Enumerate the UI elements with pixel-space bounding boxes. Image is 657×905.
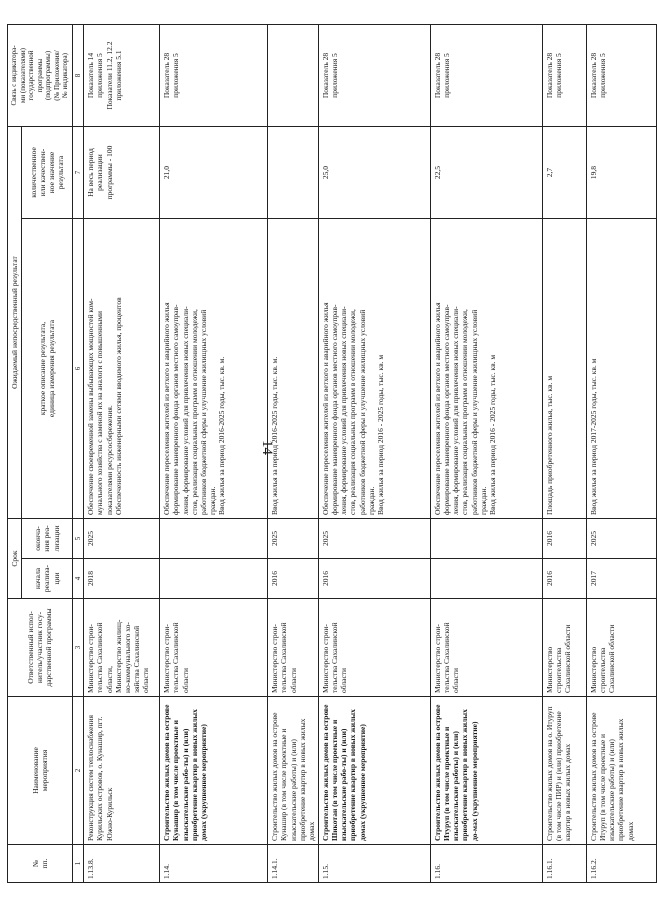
header-link: Связь с индикатора- ми (показателями) государственной программы (подпрограммы) (№ Приложения/ № индикатора)	[8, 25, 73, 127]
row-value: 19,8	[586, 127, 656, 219]
row-value: 25,0	[318, 127, 430, 219]
header-end: оконча- ния реа- лизации	[22, 519, 73, 559]
row-name: Реконструкция систем теплоснабжения Курильских островов, о. Кунашир, пгт. Южно-Курильск	[84, 697, 160, 845]
row-number: 1.16.2.	[586, 845, 656, 883]
row-number: 1.14.1.	[268, 845, 319, 883]
header-result: Ожидаемый непосредственный результат	[8, 127, 22, 519]
row-executor: Министерство строительства Сахалинской области	[586, 599, 656, 697]
col-number: 7	[72, 127, 84, 219]
header-desc: краткое описание результата, единица измерения результата	[22, 219, 73, 519]
row-description: Площадь приобретенного жилья, тыс. кв. м	[542, 219, 586, 519]
row-end: 2016	[542, 519, 586, 559]
col-number: 4	[72, 559, 84, 599]
row-link: Показатель 28 приложения 5	[318, 25, 430, 127]
col-number: 3	[72, 599, 84, 697]
header-term: Срок	[8, 519, 22, 599]
row-number: 1.13.8.	[84, 845, 160, 883]
col-number: 8	[72, 25, 84, 127]
row-name: Строительство жилых домов на о. Итуруп (в том числе ПИР) и (или) приобретение квартир в новых жилых домах	[542, 697, 586, 845]
row-name: Строительство жилых домов на острове Шикотан (в том числе проектные и изыскательские рабо-ты) и (или) приобретение квартир в новых жилых домах (укрупненное мероприятие)	[318, 697, 430, 845]
header-name: Наименование мероприятия	[8, 697, 73, 845]
row-end: 2025	[586, 519, 656, 559]
row-number: 1.14.	[160, 845, 268, 883]
row-end	[160, 519, 268, 559]
row-name: Строительство жилых домов на острове Итуруп (в том числе проектные и изыскательские работы) и (или) приобретение квартир в новых жилых до-мах (укрупненное мероприятие)	[430, 697, 542, 845]
header-value: количественное или качествен- ное значение результата	[22, 127, 73, 219]
table-row	[84, 25, 160, 883]
row-number: 1.15.	[318, 845, 430, 883]
row-number: 1.16.1.	[542, 845, 586, 883]
row-executor: Министерство строи- тельства Сахалинской области	[160, 599, 268, 697]
row-start: 2017	[586, 559, 656, 599]
row-value: 21,0	[160, 127, 268, 219]
row-start: 2016	[318, 559, 430, 599]
col-number: 6	[72, 219, 84, 519]
row-start: 2016	[268, 559, 319, 599]
table-row	[318, 25, 430, 883]
row-description: Обеспечение переселения жителей из ветхого и аварийного жилья формирование маневренного фонда органов местного самоуправ- ления, формирование условий для привлечения новых специали- стов, реализация социальных программ в отношении молодежи, работников бюджетной сферы и улучшение жилищных условий граждан. Ввод жилья за период 2016-2025 годы, тыс. кв. м.	[160, 219, 268, 519]
row-name: Строительство жилых домов на острове Итуруп (в том числе проектные и изыскательские работы) и (или) приобретение квартир в новых жилых домах	[586, 697, 656, 845]
row-link: Показатель 14 приложения 5 Показатели 11.2, 12.2 приложения 5.1	[84, 25, 160, 127]
row-end: 2025	[268, 519, 319, 559]
row-name: Строительство жилых домов на острове Кунашир (в том числе проектные и изыскательские работы) и (или) приобретение квартир в новых жилых домах	[268, 697, 319, 845]
row-end: 2025	[318, 519, 430, 559]
page-number: 14	[259, 440, 275, 455]
row-name: Строительство жилых домов на острове Кунашир (в том числе проектные и изыскательские рабо-ты) и (или) приобретение квартир в новых жилых домах (укрупненное мероприятие)	[160, 697, 268, 845]
row-link: Показатель 28 приложения 5	[160, 25, 268, 127]
row-start	[430, 559, 542, 599]
column-numbers-row	[72, 25, 84, 883]
table-row	[542, 25, 586, 883]
row-link: Показатель 28 приложения 5	[430, 25, 542, 127]
measures-table-container	[7, 25, 635, 883]
header-num: № пп.	[8, 845, 73, 883]
col-number: 1	[72, 845, 84, 883]
row-description: Ввод жилья за период 2016-2025 годы, тыс. кв. м.	[268, 219, 319, 519]
row-link	[268, 25, 319, 127]
row-start: 2016	[542, 559, 586, 599]
row-executor: Министерство строительства Сахалинской области	[542, 599, 586, 697]
row-description: Обеспечение своевременной замены выбывающих мощностей ком- мунального хозяйства с заменой их на аналоги с повышенными показателями ресурсосбережения. Обеспеченность инженерными сетями вводимого жилья, процентов	[84, 219, 160, 519]
row-executor: Министерство строи- тельства Сахалинской области	[268, 599, 319, 697]
table-row	[586, 25, 656, 883]
row-end	[430, 519, 542, 559]
row-link: Показатель 28 приложения 5	[586, 25, 656, 127]
row-description: Обеспечение переселения жителей из ветхого и аварийного жилья формирование маневренного фонда органов местного самоуправ- ления, формирование условий для привлечения новых специали- стов, реализация социальных программ в отношении молодежи, работников бюджетной сферы и улучшение жилищных условий граждан. Ввод жилья за период 2016 - 2025 годы, тыс. кв. м	[430, 219, 542, 519]
row-value: 22,5	[430, 127, 542, 219]
table-row	[430, 25, 542, 883]
col-number: 5	[72, 519, 84, 559]
row-value: На весь период реализации программы - 100	[84, 127, 160, 219]
row-executor: Министерство строи- тельства Сахалинской области	[318, 599, 430, 697]
col-number: 2	[72, 697, 84, 845]
row-end: 2025	[84, 519, 160, 559]
row-executor: Министерство строи- тельства Сахалинской области	[430, 599, 542, 697]
row-description: Ввод жилья за период 2017-2025 годы, тыс. кв. м	[586, 219, 656, 519]
measures-table	[7, 24, 657, 883]
table-row	[268, 25, 319, 883]
row-start	[160, 559, 268, 599]
header-start: начала реализа- ции	[22, 559, 73, 599]
row-number: 1.16.	[430, 845, 542, 883]
row-description: Обеспечение переселения жителей из ветхого и аварийного жилья формирование маневренного фонда органов местного самоуправ- ления, формирование условий для привлечения новых специали- стов, реализация социальных программ в отношении молодежи, работников бюджетной сферы и улучшение жилищных условий граждан. Ввод жилья за период 2016 - 2025 годы, тыс. кв. м	[318, 219, 430, 519]
row-value	[268, 127, 319, 219]
row-start: 2018	[84, 559, 160, 599]
row-link: Показатель 28 приложения 5	[542, 25, 586, 127]
row-executor: Министерство строи- тельства Сахалинской области, Министерство жилищ- но-коммунального хо- зяйства Сахалинской области	[84, 599, 160, 697]
table-body	[84, 25, 657, 883]
row-value: 2,7	[542, 127, 586, 219]
header-executor: Ответственный испол- нитель/участник госу- дарственной программы	[8, 599, 73, 697]
table-row	[160, 25, 268, 883]
